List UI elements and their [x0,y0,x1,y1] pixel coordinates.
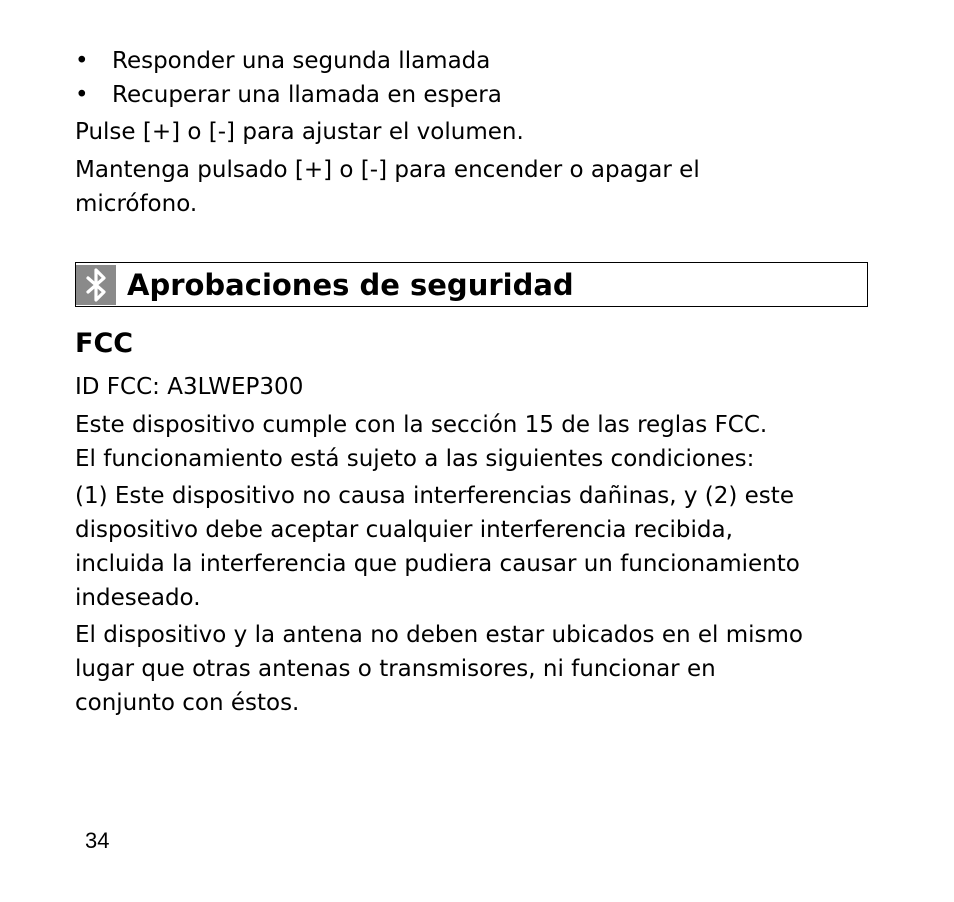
paragraph-line: ID FCC: A3LWEP300 [75,374,304,400]
volume-paragraph [75,115,524,149]
paragraph-line: Este dispositivo cumple con la sección 15 de las reglas FCC. [75,412,768,438]
bullet-marker: • [75,48,89,74]
paragraph-line: dispositivo debe aceptar cualquier interferencia recibida, [75,517,733,543]
page-number: 34 [85,828,110,853]
paragraph-line: El dispositivo y la antena no deben estar ubicados en el mismo [75,622,803,648]
paragraph-line: conjunto con éstos. [75,690,300,716]
antenna-paragraph [75,618,803,720]
fcc-heading: FCC [75,328,134,359]
bullet-item [75,78,502,112]
paragraph-line: incluida la interferencia que pudiera causar un funcionamiento [75,551,800,577]
paragraph-line: Mantenga pulsado [+] o [-] para encender o apagar el [75,157,700,183]
section-title: Aprobaciones de seguridad [127,268,574,302]
bluetooth-icon [76,265,116,305]
paragraph-line: Pulse [+] o [-] para ajustar el volumen. [75,119,524,145]
mic-paragraph [75,153,700,221]
paragraph-line: (1) Este dispositivo no causa interferencias dañinas, y (2) este [75,483,794,509]
fcc-id-line [75,370,303,404]
paragraph-line: indeseado. [75,585,201,611]
bullet-marker: • [75,82,89,108]
bullet-text: Responder una segunda llamada [112,48,491,74]
conditions-paragraph [75,479,800,615]
paragraph-line: El funcionamiento está sujeto a las siguientes condiciones: [75,446,755,472]
paragraph-line: micrófono. [75,191,198,217]
bullet-item [75,44,502,78]
section-header [75,262,868,307]
paragraph-line: lugar que otras antenas o transmisores, ni funcionar en [75,656,716,682]
document-page [75,0,875,902]
compliance-paragraph [75,408,767,476]
feature-bullet-list [75,44,502,112]
bullet-text: Recuperar una llamada en espera [112,82,502,108]
